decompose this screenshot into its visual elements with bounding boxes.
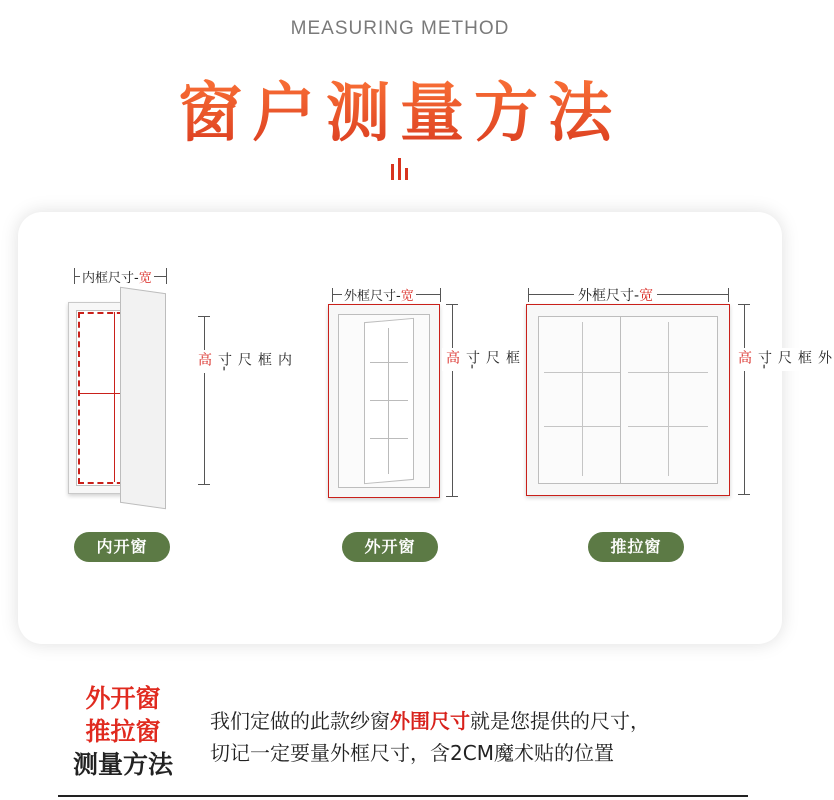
inner-height-label: 内框尺寸-高 (196, 352, 292, 372)
diagram-card (18, 212, 832, 644)
outer-width-label: 外框尺寸-宽 (342, 285, 416, 304)
inner-open-sash (120, 287, 166, 509)
method-line-1: 外开窗 (85, 684, 161, 713)
page-title: 窗户测量方法 (0, 62, 800, 154)
outer-open-sash (364, 318, 414, 484)
instruction-text (210, 705, 650, 769)
instruction-c: 切记一定要量外框尺寸，含2CM魔术贴的位置 (210, 741, 614, 765)
bars-icon (391, 158, 409, 180)
instruction-a: 我们定做的此款纱窗 (210, 709, 390, 733)
sliding-width-label: 外框尺寸-宽 (574, 285, 657, 305)
outer-height-label: 框尺寸-高 (442, 348, 542, 371)
sliding-height-label: 外框尺寸-高 (736, 350, 832, 370)
method-line-2: 推拉窗 (85, 717, 161, 746)
method-line-3: 测量方法 (72, 750, 173, 779)
sliding-left-pane (538, 316, 628, 484)
subtitle: MEASURING METHOD (290, 18, 510, 39)
bottom-divider (58, 795, 748, 797)
inner-window-name: 内开窗 (74, 532, 170, 562)
instruction-b: 就是您提供的尺寸， (470, 709, 650, 733)
method-heading (58, 682, 188, 781)
instruction-highlight: 外围尺寸 (390, 709, 470, 733)
sliding-window-name: 推拉窗 (588, 532, 684, 562)
sliding-right-pane (620, 316, 718, 484)
inner-width-label: 内框尺寸-宽 (80, 267, 154, 286)
outer-window-name: 外开窗 (342, 532, 438, 562)
